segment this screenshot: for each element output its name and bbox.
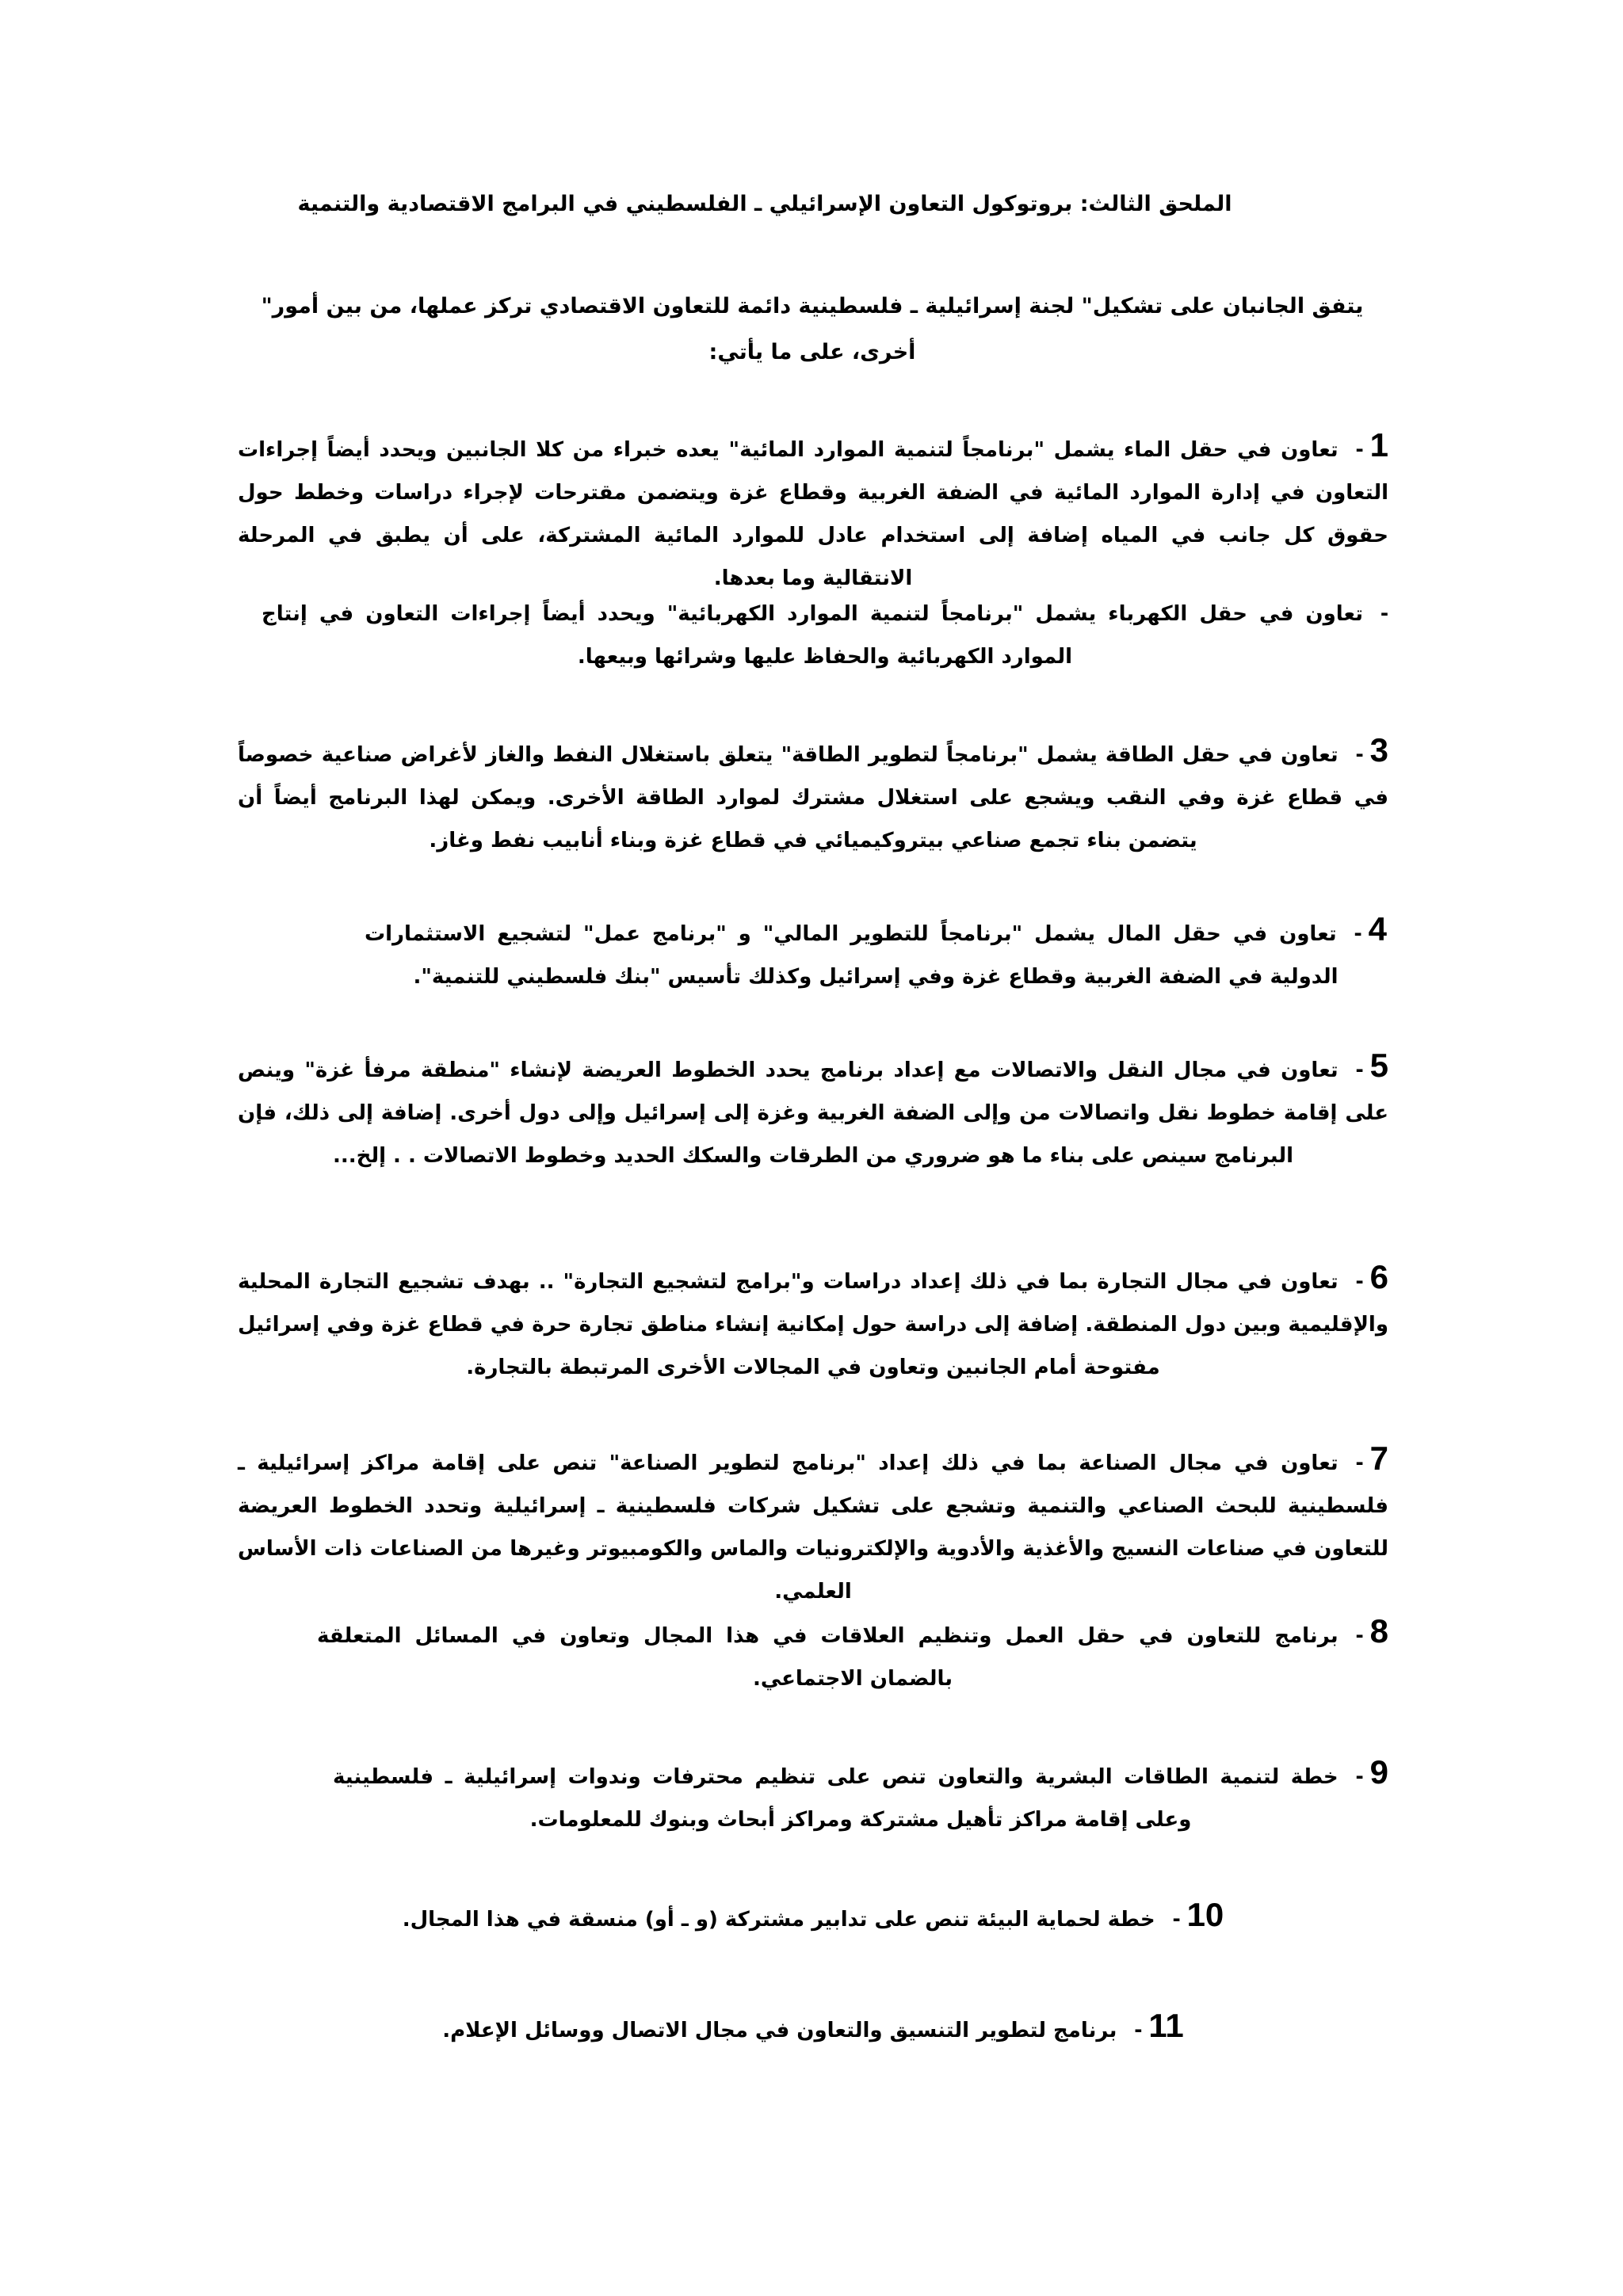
list-item-11: [238, 2004, 1388, 2052]
item-dash: -: [1355, 436, 1364, 462]
item-text: تعاون في مجال التجارة بما في ذلك إعداد دراسات و"برامج لتشجيع التجارة" .. بهدف تشجيع التجارة المحلية والإقليمية وبين دول المنطقة. إضافة إلى دراسة حول إمكانية إنشاء مناطق تجارة حرة في قطاع غزة وفي إسرائيل مفتوحة أمام الجانبين وتعاون في المجالات الأخرى المرتبطة بالتجارة.: [238, 1270, 1388, 1379]
list-item-10: [238, 1894, 1388, 1941]
item-text: تعاون في حقل الطاقة يشمل "برنامجاً لتطوير الطاقة" يتعلق باستغلال النفط والغاز لأغراض صناعية خصوصاً في قطاع غزة وفي النقب ويشجع على استغلال مشترك لموارد الطاقة الأخرى. ويمكن لهذا البرنامج أيضاً أن يتضمن بناء تجمع صناعي بيتروكيميائي في قطاع غزة وبناء أنابيب نفط وغاز.: [238, 743, 1388, 852]
item-number: 1: [1369, 426, 1388, 463]
item-dash: -: [1355, 1449, 1364, 1475]
list-item-2: [262, 592, 1388, 678]
item-number: 5: [1369, 1047, 1388, 1084]
item-number: 8: [1369, 1612, 1388, 1650]
item-dash: -: [1355, 741, 1364, 767]
item-text: تعاون في حقل المال يشمل "برنامجاً للتطوير المالي" و "برنامج عمل" لتشجيع الاستثمارات الدولية في الضفة الغربية وقطاع غزة وفي إسرائيل وكذلك تأسيس "بنك فلسطيني للتنمية".: [365, 922, 1338, 989]
list-item-7: [238, 1437, 1388, 1613]
item-text: تعاون في مجال الصناعة بما في ذلك إعداد "برنامج لتطوير الصناعة" تنص على إقامة مراكز إسرائيلية ـ فلسطينية للبحث الصناعي والتنمية وتشجع على تشكيل شركات فلسطينية ـ إسرائيلية وتحدد الخطوط العريضة للتعاون في صناعات النسيج والأغذية والأدوية والإلكترونيات والماس والكومبيوتر وغيرها من الصناعات ذات الأساس العلمي.: [238, 1451, 1388, 1604]
item-number: 3: [1369, 731, 1388, 769]
item-text: تعاون في مجال النقل والاتصالات مع إعداد برنامج يحدد الخطوط العريضة لإنشاء "منطقة مرفأ غزة" وينص على إقامة خطوط نقل واتصالات من وإلى الضفة الغربية وغزة إلى إسرائيل وإلى دول أخرى. إضافة إلى ذلك، فإن البرنامج سينص على بناء ما هو ضروري من الطرقات والسكك الحديد وخطوط الاتصالات . . إلخ...: [238, 1058, 1388, 1168]
list-item-9: [333, 1751, 1388, 1841]
document-title: الملحق الثالث: بروتوكول التعاون الإسرائيلي ـ الفلسطيني في البرامج الاقتصادية والتنمية: [297, 192, 1232, 216]
item-dash: -: [1355, 1056, 1364, 1082]
item-dash: -: [1172, 1905, 1181, 1932]
list-item-6: [238, 1256, 1388, 1389]
list-item-5: [238, 1044, 1388, 1177]
item-dash: -: [1355, 1763, 1364, 1789]
item-text: تعاون في حقل الكهرباء يشمل "برنامجاً لتنمية الموارد الكهربائية" ويحدد أيضاً إجراءات التعاون في إنتاج الموارد الكهربائية والحفاظ عليها وشرائها وبيعها.: [262, 602, 1363, 669]
item-dash: -: [1381, 600, 1388, 626]
item-text: تعاون في حقل الماء يشمل "برنامجاً لتنمية الموارد المائية" يعده خبراء من كلا الجانبين ويحدد أيضاً إجراءات التعاون في إدارة الموارد المائية في الضفة الغربية وقطاع غزة ويتضمن مقترحات لإجراء دراسات وخطط حول حقوق كل جانب في المياه إضافة إلى استخدام عادل للموارد المائية المشتركة، على أن يطبق في المرحلة الانتقالية وما بعدها.: [238, 438, 1388, 590]
item-text: برنامج لتطوير التنسيق والتعاون في مجال الاتصال ووسائل الإعلام.: [442, 2019, 1117, 2042]
intro-paragraph: يتفق الجانبان على تشكيل" لجنة إسرائيلية ـ فلسطينية دائمة للتعاون الاقتصادي تركز عملها، من بين أمور" أخرى، على ما يأتي:: [261, 294, 1364, 364]
item-text: خطة لتنمية الطاقات البشرية والتعاون تنص على تنظيم محترفات وندوات إسرائيلية ـ فلسطينية وعلى إقامة مراكز تأهيل مشتركة ومراكز أبحاث وبنوك للمعلومات.: [333, 1765, 1338, 1832]
item-text: خطة لحماية البيئة تنص على تدابير مشتركة (و ـ أو) منسقة في هذا المجال.: [402, 1908, 1155, 1932]
list-item-3: [238, 729, 1388, 862]
item-text: برنامج للتعاون في حقل العمل وتنظيم العلاقات في هذا المجال وتعاون في المسائل المتعلقة بالضمان الاجتماعي.: [317, 1624, 1338, 1691]
item-number: 11: [1148, 2007, 1184, 2044]
item-dash: -: [1354, 920, 1362, 946]
item-number: 7: [1369, 1440, 1388, 1477]
item-number: 9: [1369, 1753, 1388, 1791]
item-dash: -: [1355, 1268, 1364, 1294]
item-dash: -: [1134, 2016, 1143, 2042]
list-item-4: [365, 908, 1387, 998]
item-number: 4: [1368, 910, 1387, 948]
list-item-8: [317, 1610, 1388, 1700]
item-dash: -: [1355, 1622, 1364, 1648]
list-item-1: [238, 424, 1388, 600]
item-number: 10: [1186, 1896, 1224, 1933]
item-number: 6: [1369, 1258, 1388, 1295]
